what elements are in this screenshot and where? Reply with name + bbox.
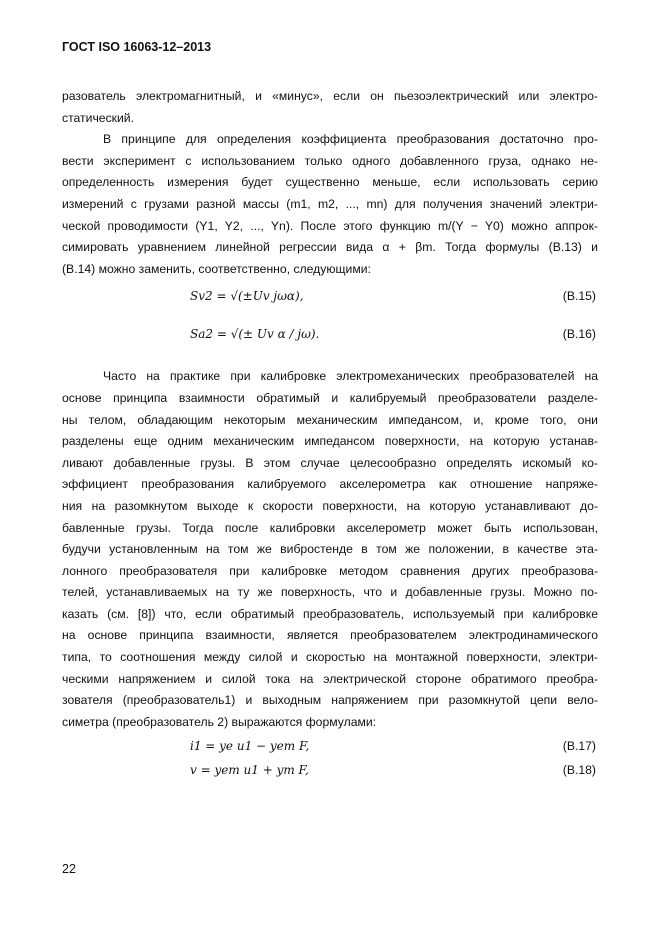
text-line: В принципе для определения коэффициента преобразования достаточно про- bbox=[103, 132, 598, 147]
text-line: (В.14) можно заменить, соответственно, следующими: bbox=[62, 261, 371, 276]
text-line: бавленные грузы. Тогда после калибровки акселерометр может быть использован, bbox=[62, 520, 598, 535]
text-line: статический. bbox=[62, 110, 134, 125]
text-line: Часто на практике при калибровке электромеханических преобразователей на bbox=[103, 369, 598, 384]
text-line: ческой проводимости (Y1, Y2, ..., Yn). После этого функцию m/(Y − Y0) можно аппрок- bbox=[62, 218, 598, 233]
formula-b18 bbox=[62, 757, 598, 781]
document-header: ГОСТ ISO 16063-12–2013 bbox=[62, 40, 212, 54]
text-line: разователь электромагнитный, и «минус», если он пьезоэлектрический или электро- bbox=[62, 89, 598, 103]
formula-expression: Sa2 = √(± Uv α / jω). bbox=[190, 327, 320, 342]
text-line: на основе принципа взаимности, является преобразователем электродинамического bbox=[62, 628, 598, 643]
formula-b15 bbox=[62, 280, 598, 314]
page-body bbox=[62, 86, 598, 781]
text-line: симетра (преобразователь 2) выражаются формулами: bbox=[62, 714, 377, 729]
formula-number: (В.15) bbox=[562, 289, 596, 304]
text-line: измерений с грузами разной массы (m1, m2, ..., mn) для получения значений электри- bbox=[62, 196, 598, 211]
formula-b17 bbox=[62, 733, 598, 757]
formula-expression: Sv2 = √(±Uv jωα), bbox=[190, 289, 304, 304]
text-line: телей, устанавливаемых на ту же поверхность, что и добавленные грузы. Можно по- bbox=[62, 585, 598, 600]
formula-expression: v = yem u1 + ym F, bbox=[190, 763, 309, 778]
text-line: будучи установленным на том же вибростенде в том же положении, в качестве эта- bbox=[62, 542, 598, 557]
text-line: ны телом, обладающим некоторым механическим импедансом, и, кроме того, они bbox=[62, 412, 598, 427]
text-line: разделены еще одним механическим импедансом поверхности, на которую устанав- bbox=[62, 434, 598, 449]
text-line: симировать уравнением линейной регрессии вида α + βm. Тогда формулы (В.13) и bbox=[62, 240, 598, 255]
text-line: ния на разомкнутом выходе к скорости поверхности, на которую устанавливают до- bbox=[62, 498, 598, 513]
text-line: ческими напряжением и силой тока на электрической стороне обратимого преобра- bbox=[62, 671, 598, 686]
formula-number: (В.17) bbox=[562, 739, 596, 754]
text-line: казать (см. [8]) что, если обратимый преобразователь, используемый при калибровке bbox=[62, 606, 598, 621]
formula-number: (В.16) bbox=[562, 327, 596, 342]
formula-b16 bbox=[62, 314, 598, 366]
text-line: основе принципа взаимности обратимый и калибруемый преобразователи разделе- bbox=[62, 390, 598, 405]
text-line: определенность измерения будет существенно меньше, если использовать серию bbox=[62, 175, 598, 190]
text-line: лонного преобразователя при калибровке методом сравнения других преобразова- bbox=[62, 563, 598, 578]
page-number: 22 bbox=[62, 862, 76, 876]
text-line: эффициент преобразования калибруемого акселерометра как отношение напряже- bbox=[62, 477, 598, 492]
formula-expression: i1 = ye u1 − yem F, bbox=[190, 739, 310, 754]
text-line: зователя (преобразователь1) и выходным напряжением при разомкнутой цепи вело- bbox=[62, 693, 598, 708]
text-line: типа, то соотношения между силой и скоростью на монтажной поверхности, электри- bbox=[62, 650, 598, 665]
text-line: вести эксперимент с использованием только одного добавленного груза, однако не- bbox=[62, 153, 598, 168]
formula-number: (В.18) bbox=[562, 763, 596, 778]
text-line: ливают добавленные грузы. В этом случае целесообразно определять искомый ко- bbox=[62, 455, 598, 470]
